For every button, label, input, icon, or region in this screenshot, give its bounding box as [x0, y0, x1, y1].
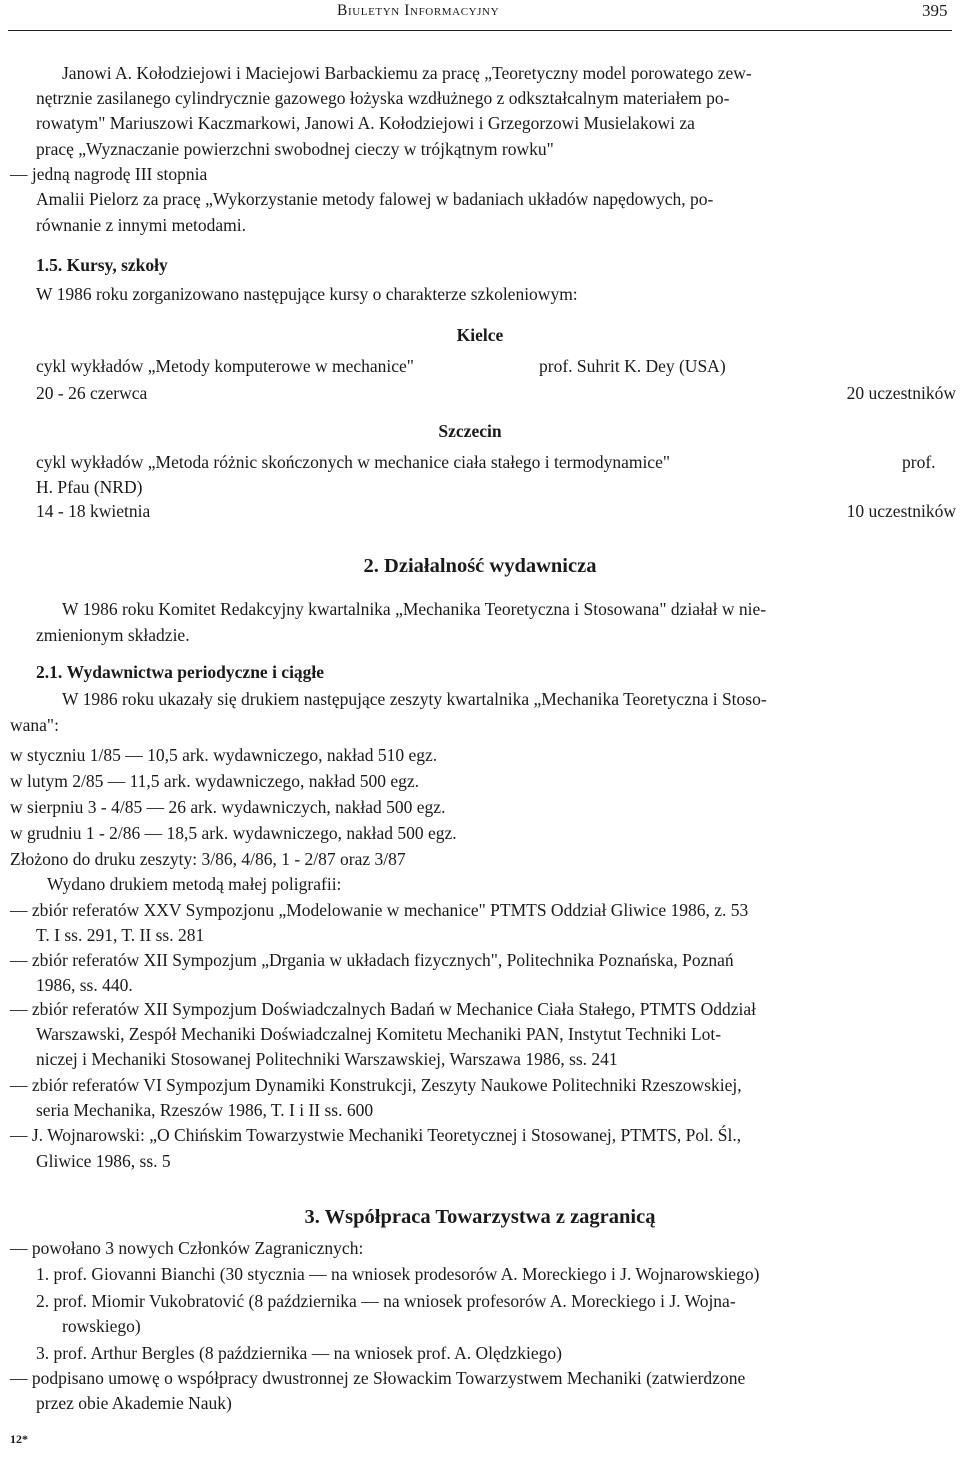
courses-intro: W 1986 roku zorganizowano następujące kursy o charakterze szkoleniowym: [36, 284, 578, 304]
section-1-5-heading [36, 254, 168, 276]
publication-line: 1986, ss. 440. [36, 975, 133, 995]
sheet-signature: 12* [10, 1432, 28, 1446]
awards-line-5: — jedną nagrodę III stopnia [10, 164, 208, 184]
cooperation-line: 3. prof. Arthur Bergles (8 października — na wniosek prof. A. Olędzkiego) [36, 1343, 562, 1363]
publication-line: — J. Wojnarowski: „O Chińskim Towarzystwie Mechaniki Teoretycznej i Stosowanej, PTMTS, Pol. Śl., [10, 1125, 742, 1145]
publication-line: Warszawski, Zespół Mechaniki Doświadczalnej Komitetu Mechaniki PAN, Instytut Techniki Lot- [36, 1024, 722, 1044]
kielce-course: cykl wykładów „Metody komputerowe w mechanice" [36, 356, 414, 376]
running-title: Biuletyn Informacyjny [337, 2, 500, 19]
section-number: 2.1. [36, 662, 63, 682]
section-2-para-line-2: zmienionym składzie. [36, 625, 190, 645]
awards-line-4: pracę „Wyznaczanie powierzchni swobodnej cieczy w trójkątnym rowku" [36, 139, 554, 159]
publication-line: T. I ss. 291, T. II ss. 281 [36, 925, 205, 945]
section-2-heading: 2. Działalność wydawnicza [363, 555, 597, 577]
publication-line: — zbiór referatów XII Sympozjum Doświadczalnych Badań w Mechanice Ciała Stałego, PTMTS Oddział [10, 999, 756, 1019]
publication-line: Gliwice 1986, ss. 5 [36, 1151, 171, 1171]
szczecin-lecturer-title: prof. [902, 452, 936, 472]
szczecin-participants: 10 uczestników [846, 501, 956, 521]
header-rule [8, 30, 952, 31]
issue-line: w lutym 2/85 — 11,5 ark. wydawniczego, nakład 500 egz. [10, 771, 420, 791]
awards-line-2: nętrznie zasilanego cylindrycznie gazowego łożyska wzdłużnego z odkształcalnym materiałem po- [36, 88, 730, 108]
awards-line-3: rowatym" Mariuszowi Kaczmarkowi, Janowi A. Kołodziejowi i Grzegorzowi Musielakowi za [36, 113, 695, 133]
cooperation-line: rowskiego) [62, 1316, 141, 1336]
cooperation-line: 1. prof. Giovanni Bianchi (30 stycznia — na wniosek prodesorów A. Moreckiego i J. Wojnarowskiego) [36, 1264, 760, 1284]
page-number: 395 [922, 1, 948, 20]
szczecin-dates: 14 - 18 kwietnia [36, 501, 151, 521]
page-header [0, 0, 960, 34]
city-szczecin: Szczecin [438, 421, 502, 441]
kielce-dates: 20 - 26 czerwca [36, 383, 148, 403]
szczecin-lecturer: H. Pfau (NRD) [36, 477, 143, 497]
cooperation-line: przez obie Akademie Nauk) [36, 1393, 232, 1413]
awards-line-1: Janowi A. Kołodziejowi i Maciejowi Barbackiemu za pracę „Teoretyczny model porowatego zew- [62, 63, 752, 83]
issue-line: w styczniu 1/85 — 10,5 ark. wydawniczego, nakład 510 egz. [10, 745, 438, 765]
kielce-lecturer: prof. Suhrit K. Dey (USA) [539, 356, 726, 376]
small-print-intro: Wydano drukiem metodą małej poligrafii: [47, 874, 342, 894]
issues-intro-line-2: wana": [10, 715, 59, 735]
publication-line: — zbiór referatów VI Sympozjum Dynamiki Konstrukcji, Zeszyty Naukowe Politechniki Rzeszowskiej, [10, 1075, 742, 1095]
section-number: 1.5. [36, 255, 63, 275]
city-kielce: Kielce [456, 325, 504, 345]
section-2-para-line-1: W 1986 roku Komitet Redakcyjny kwartalnika „Mechanika Teoretyczna i Stosowana" działał w nie- [62, 599, 767, 619]
issue-line: w sierpniu 3 - 4/85 — 26 ark. wydawniczych, nakład 500 egz. [10, 797, 446, 817]
publication-line: — zbiór referatów XII Sympozjum „Drgania w układach fizycznych", Politechnika Poznańska, Poznań [10, 950, 734, 970]
szczecin-course: cykl wykładów „Metoda różnic skończonych w mechanice ciała stałego i termodynamice" [36, 452, 670, 472]
publication-line: seria Mechanika, Rzeszów 1986, T. I i II ss. 600 [36, 1100, 374, 1120]
submitted-issues: Złożono do druku zeszyty: 3/86, 4/86, 1 - 2/87 oraz 3/87 [10, 849, 406, 869]
section-title: Wydawnictwa periodyczne i ciągłe [66, 662, 325, 682]
section-2-1-heading [36, 661, 324, 683]
cooperation-line: — powołano 3 nowych Członków Zagranicznych: [10, 1238, 364, 1258]
cooperation-line: — podpisano umowę o współpracy dwustronnej ze Słowackim Towarzystwem Mechaniki (zatwierdzone [10, 1368, 746, 1388]
awards-line-7: równanie z innymi metodami. [36, 215, 246, 235]
publication-line: niczej i Mechaniki Stosowanej Politechniki Warszawskiej, Warszawa 1986, ss. 241 [36, 1049, 618, 1069]
cooperation-line: 2. prof. Miomir Vukobratović (8 października — na wniosek profesorów A. Moreckiego i J. Wojna- [36, 1291, 736, 1311]
section-3-heading: 3. Współpraca Towarzystwa z zagranicą [304, 1206, 656, 1228]
kielce-participants: 20 uczestników [846, 383, 956, 403]
issue-line: w grudniu 1 - 2/86 — 18,5 ark. wydawniczego, nakład 500 egz. [10, 823, 457, 843]
section-title: Kursy, szkoły [66, 255, 168, 275]
awards-line-6: Amalii Pielorz za pracę „Wykorzystanie metody falowej w badaniach układów napędowych, po- [36, 189, 714, 209]
issues-intro-line-1: W 1986 roku ukazały się drukiem następujące zeszyty kwartalnika „Mechanika Teoretyczna i Stoso- [62, 689, 767, 709]
publication-line: — zbiór referatów XXV Sympozjonu „Modelowanie w mechanice" PTMTS Oddział Gliwice 1986, z. 53 [10, 900, 749, 920]
